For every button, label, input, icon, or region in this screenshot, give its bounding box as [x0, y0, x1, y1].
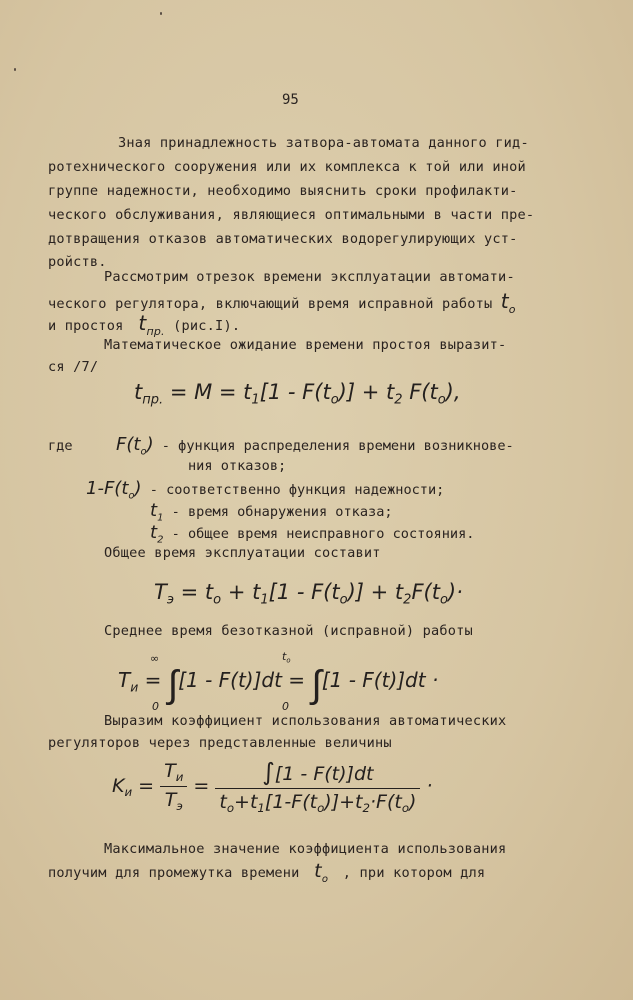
integral-limit: ∞ [150, 652, 160, 665]
definition-row: ния отказов; [188, 458, 287, 474]
page-number: 95 [282, 92, 299, 108]
formula-mean-uptime: $T_и = \int[1 - F(t)]dt = \int[1 - F(t)]dt$ · [118, 662, 439, 706]
text-line: ческого регулятора, включающий время исправной работы $t_o$ [48, 289, 516, 316]
integral-limit: 0 [152, 700, 159, 713]
definition-row: $1-F(t_o)$ - соответственно функция надежности; [86, 478, 445, 502]
definition-row: $t_2$ - общее время неисправного состояния. [150, 522, 475, 546]
integral-limit: 0 [282, 700, 289, 713]
where-label: где [48, 438, 73, 454]
text-line: дотвращения отказов автоматических водорегулирующих уст- [48, 231, 518, 247]
formula-utilization-coefficient: $K_и$ = $\frac{T_и}{T_э}$ = $\frac{\int[1 - F(t)]dt}{t_o+t_1[1-F(t_o)]+t_2\cdot F(t_o)}$ · [112, 758, 433, 816]
text-line: ротехнического сооружения или их комплекса к той или иной [48, 159, 526, 175]
text-line: получим для промежутка времени $t_o$ , при котором для [48, 860, 486, 885]
text-line: Математическое ожидание времени простоя выразит- [104, 337, 507, 353]
text-line: и простоя $t_{пр.}$ (рис.I). [48, 311, 241, 338]
text-line: ся /7/ [48, 359, 99, 375]
definition-row: $t_1$ - время обнаружения отказа; [150, 500, 393, 524]
text-line: Среднее время безотказной (исправной) работы [104, 623, 473, 639]
formula-downtime: $t_{пр.} = M = t_1[1 - F(t_o)] + t_2$ $F(t_o)$, [134, 380, 461, 408]
text-line: Общее время эксплуатации составит [104, 545, 381, 561]
text-line: ройств. [48, 254, 107, 270]
text-line: Выразим коэффициент использования автоматических [104, 713, 507, 729]
text-line: ческого обслуживания, являющиеся оптимальными в части пре- [48, 207, 535, 223]
speck [160, 12, 162, 15]
speck [14, 68, 16, 71]
text-line: группе надежности, необходимо выяснить сроки профилакти- [48, 183, 518, 199]
definition-row: $F(t_o)$ - функция распределения времени возникнове- [116, 434, 514, 458]
text-line: Максимальное значение коэффициента использования [104, 841, 507, 857]
integral-limit: $t_o$ [282, 650, 291, 665]
text-line: Зная принадлежность затвора-автомата данного гид- [118, 135, 529, 151]
text-line: Рассмотрим отрезок времени эксплуатации автомати- [104, 269, 515, 285]
formula-total-time: $T_э = t_o + t_1[1 - F(t_o)] + t_2F(t_o)\cdot$ [154, 580, 463, 608]
text-line: регуляторов через представленные величины [48, 735, 392, 751]
